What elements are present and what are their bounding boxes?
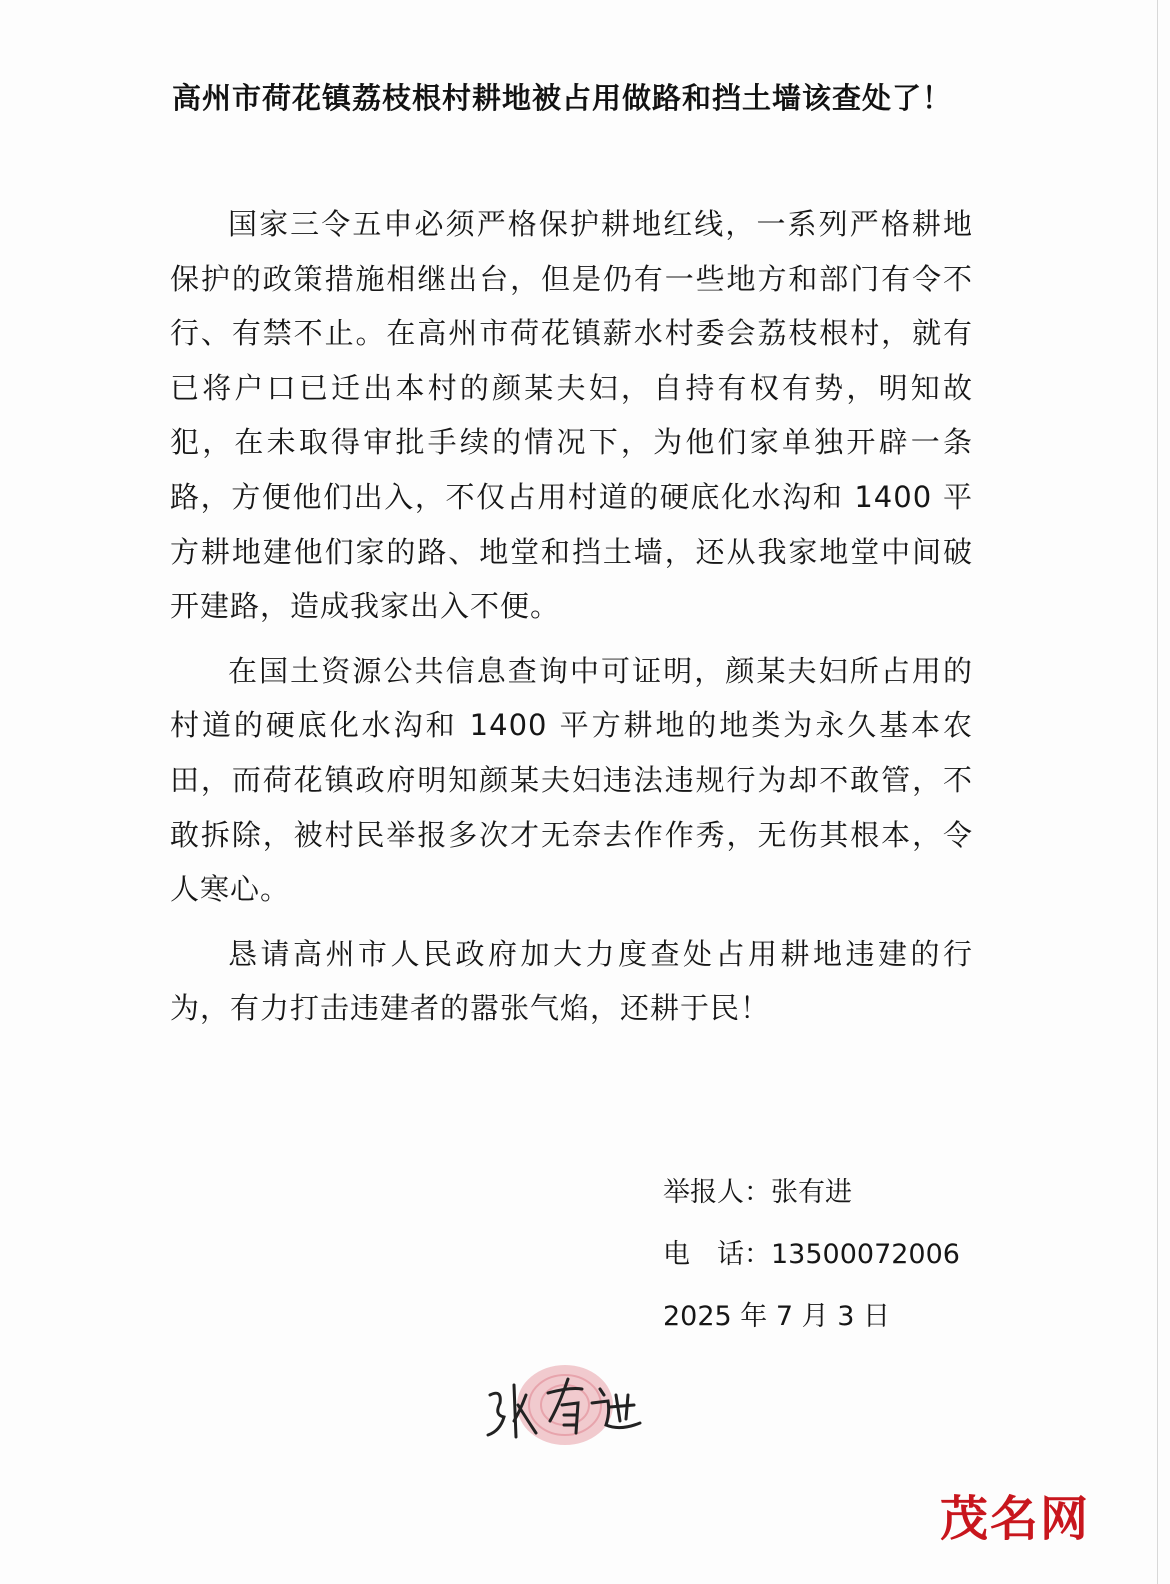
paragraph-3: 恳请高州市人民政府加大力度查处占用耕地违建的行为，有力打击违建者的嚣张气焰，还耕于民！	[170, 936, 973, 1026]
reporter-phone: 电 话：13500072006	[663, 1239, 960, 1270]
reporter-name: 举报人：张有进	[663, 1177, 852, 1208]
scan-edge-line	[1157, 0, 1158, 1584]
report-date: 2025 年 7 月 3 日	[663, 1301, 890, 1332]
document-body	[170, 197, 973, 1046]
signature-with-fingerprint	[470, 1355, 670, 1465]
document-title: 高州市荷花镇荔枝根村耕地被占用做路和挡土墙该查处了！	[172, 81, 953, 115]
paragraph-2: 在国土资源公共信息查询中可证明，颜某夫妇所占用的村道的硬底化水沟和 1400 平方耕地的地类为永久基本农田，而荷花镇政府明知颜某夫妇违法违规行为却不敢管，不敢拆除，被村民举报多次才无奈去作作秀，无伤其根本，令人寒心。	[170, 653, 973, 907]
handwritten-signature	[470, 1355, 670, 1465]
site-watermark: 茂名网	[940, 1491, 1091, 1547]
signoff-block	[663, 1162, 960, 1348]
paragraph-1: 国家三令五申必须严格保护耕地红线，一系列严格耕地保护的政策措施相继出台，但是仍有一些地方和部门有令不行、有禁不止。在高州市荷花镇薪水村委会荔枝根村，就有已将户口已迁出本村的颜某夫妇，自持有权有势，明知故犯，在未取得审批手续的情况下，为他们家单独开辟一条路，方便他们出入，不仅占用村道的硬底化水沟和 1400 平方耕地建他们家的路、地堂和挡土墙，还从我家地堂中间破开建路，造成我家出入不便。	[170, 207, 973, 624]
